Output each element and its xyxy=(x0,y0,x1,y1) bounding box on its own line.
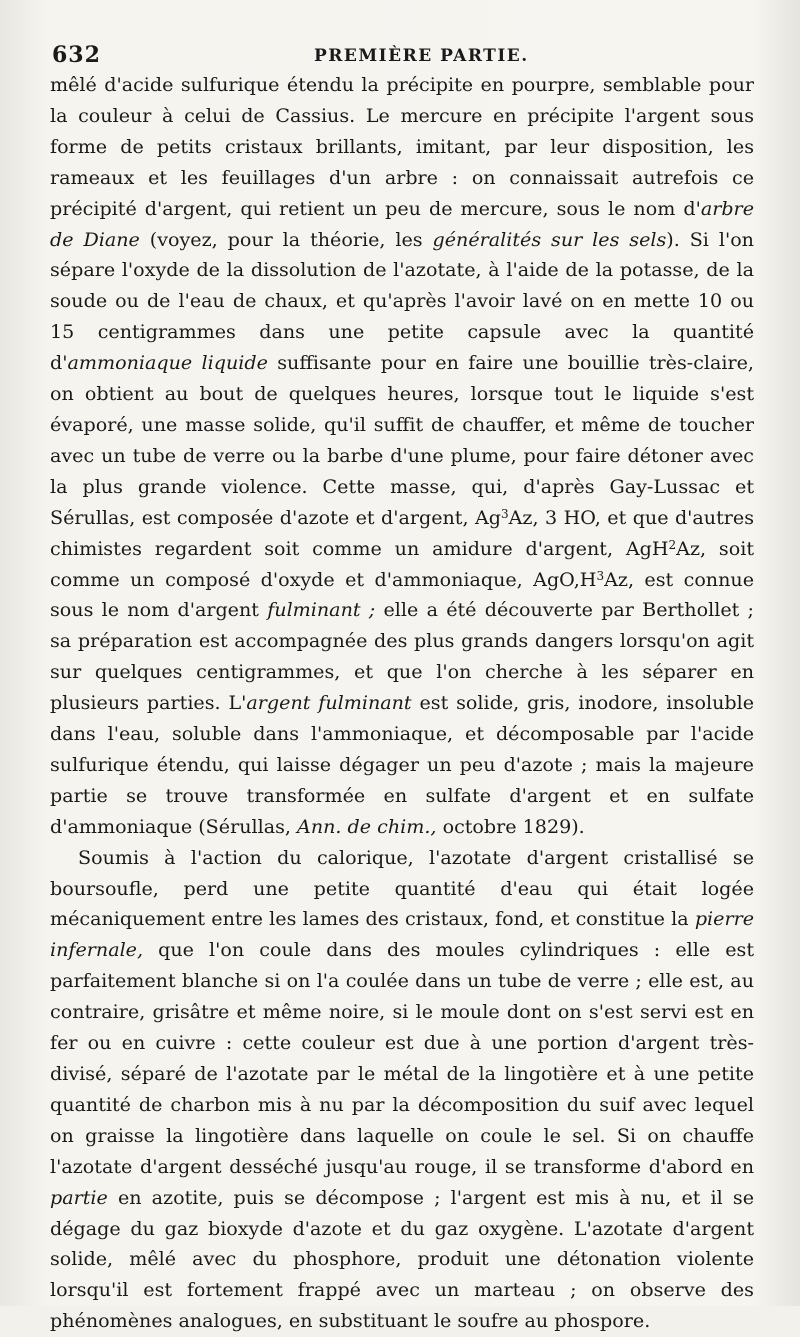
italic-term: arbre de Diane xyxy=(50,196,754,251)
text-run: mêlé d'acide sulfurique étendu la précipite en pourpre, semblable pour la couleur à celui de Cassius. Le mercure en précipite l'argent sous forme de petits cristaux brillants, imitant, par leur disposition, les rameaux et les feuillages d'un arbre : on connaissait autrefois ce précipité d'argent, qui retient un peu de mercure, sous le nom d' xyxy=(50,73,754,220)
text-run: Soumis à l'action du calorique, l'azotate d'argent cristallisé se boursoufle, perd une petite quantité d'eau qui était logée mécaniquement entre les lames des cristaux, fond, et constitue la xyxy=(50,845,754,931)
italic-term: ammoniaque liquide xyxy=(67,351,268,375)
text-run: Az, 3 HO, et que d'autres chimistes regardent soit comme un amidure d'argent, AgH xyxy=(50,505,754,560)
paragraph-2 xyxy=(50,843,754,1337)
running-head: PREMIÈRE PARTIE. xyxy=(314,46,529,66)
italic-term: fulminant ; xyxy=(267,598,376,622)
italic-term: pierre infernale, xyxy=(50,907,754,962)
text-run: Az, est connue sous le nom d'argent xyxy=(50,567,755,622)
text-run: est solide, gris, inodore, insoluble dans l'eau, soluble dans l'ammoniaque, et décomposable par l'acide sulfurique étendu, qui laisse dégager un peu d'azote ; mais la majeure partie se trouve transformée en sulfate d'argent et en sulfate d'ammoniaque (Sérullas, xyxy=(50,691,754,838)
text-run: ). Si l'on sépare l'oxyde de la dissolution de l'azotate, à l'aide de la potasse, de la soude ou de l'eau de chaux, et qu'après l'avoir lavé on en mette 10 ou 15 centigrammes dans une petite capsule avec la quantité d' xyxy=(50,227,754,375)
italic-citation: Ann. de chim., xyxy=(297,814,437,838)
text-run: que l'on coule dans des moules cylindriques : elle est parfaitement blanche si on l'a coulée dans un tube de verre ; elle est, au contraire, grisâtre et même noire, si le moule dont on s'est servi est en fer ou en cuivre : cette couleur est due à une portion d'argent très-divisé, séparé de l'azotate par le métal de la lingotière et à une petite quantité de charbon mis à nu par la décomposition du suif avec lequel on graisse la lingotière dans laquelle on coule le sel. Si on chauffe l'azotate d'argent desséché jusqu'au rouge, il se transforme d'abord en xyxy=(50,938,754,1178)
body-text xyxy=(50,70,754,1337)
italic-term: argent fulminant xyxy=(246,691,412,715)
text-run: Az, soit comme un composé d'oxyde et d'ammoniaque, AgO,H xyxy=(50,536,755,591)
text-run: elle a été découverte par Berthollet ; sa préparation est accompagnée des plus grands dangers lorsqu'on agit sur quelques centigrammes, et que l'on cherche à les séparer en plusieurs parties. L' xyxy=(50,598,754,715)
formula-superscript: 3 xyxy=(501,506,509,521)
paragraph-1 xyxy=(50,70,754,843)
text-run: en azotite, puis se décompose ; l'argent est mis à nu, et il se dégage du gaz bioxyde d'azote et du gaz oxygène. L'azotate d'argent solide, mêlé avec du phosphore, produit une détonation violente lorsqu'il est fortement frappé avec un marteau ; on observe des phénomènes analogues, en substituant le soufre au phospore. xyxy=(50,1185,754,1333)
italic-term: partie xyxy=(50,1185,108,1209)
text-run: octobre 1829). xyxy=(436,814,585,838)
text-run: suffisante pour en faire une bouillie très-claire, on obtient au bout de quelques heures, lorsque tout le liquide s'est évaporé, une masse solide, qu'il suffit de chauffer, et même de toucher avec un tube de verre ou la barbe d'une plume, pour faire détoner avec la plus grande violence. Cette masse, qui, d'après Gay-Lussac et Sérullas, est composée d'azote et d'argent, Ag xyxy=(50,351,754,529)
formula-superscript: 3 xyxy=(596,568,605,583)
italic-term: généralités sur les sels xyxy=(432,227,667,251)
formula-superscript: 2 xyxy=(668,537,677,552)
text-run: (voyez, pour la théorie, les xyxy=(139,227,433,251)
page-number: 632 xyxy=(52,42,101,68)
